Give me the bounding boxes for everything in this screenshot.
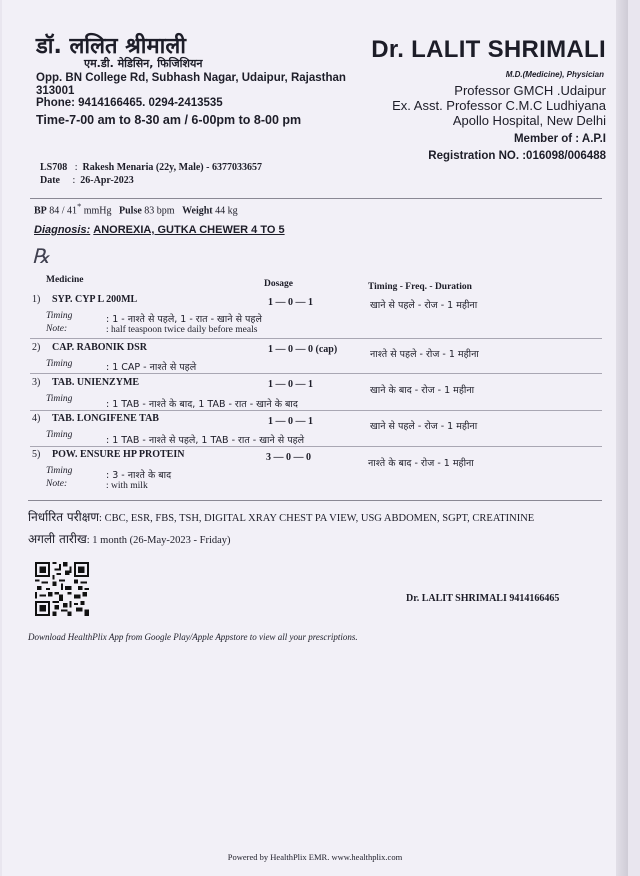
prescribed-tests (28, 508, 534, 525)
row-divider (30, 446, 602, 447)
doctor-name-hindi: डॉ. ललित श्रीमाली (36, 34, 186, 59)
medicine-timing-freq: नाश्ते के बाद - रोज - 1 महीना (368, 458, 474, 469)
membership: Member of : A.P.I (513, 133, 606, 145)
doctor-signature: Dr. LALIT SHRIMALI 9414166465 (406, 593, 560, 604)
medicine-name: CAP. RABONIK DSR (52, 342, 147, 353)
note-label: Note: (46, 479, 68, 489)
clinic-hours: Time-7-00 am to 8-30 am / 6-00pm to 8-00 pm (36, 113, 302, 127)
next-visit (28, 530, 231, 547)
medicine-number: 2) (32, 342, 41, 353)
timing-label: Timing (46, 394, 73, 404)
next-visit-value: : 1 month (26-May-2023 - Friday) (86, 535, 231, 546)
diagnosis (34, 224, 285, 236)
timing-label: Timing (46, 430, 73, 440)
medicine-name: SYP. CYP L 200ML (52, 294, 138, 305)
column-dosage: Dosage (264, 279, 294, 289)
clinic-phone: Phone: 9414166465. 0294-2413535 (36, 97, 223, 109)
timing-detail: : 1 CAP - नाश्ते से पहले (106, 362, 197, 373)
medicine-dosage: 3 — 0 — 0 (266, 452, 311, 463)
medicine-dosage: 1 — 0 — 1 (268, 416, 313, 427)
column-timing: Timing - Freq. - Duration (368, 282, 472, 292)
registration-number: Registration NO. :016098/006488 (428, 150, 606, 162)
row-divider (30, 373, 602, 374)
qr-code-icon (35, 562, 89, 616)
note-label: Note: (46, 324, 68, 334)
medicine-name: TAB. LONGIFENE TAB (52, 413, 159, 424)
row-divider (30, 410, 602, 411)
divider (28, 500, 602, 501)
note-text: : with milk (106, 481, 148, 491)
timing-detail: : 1 TAB - नाश्ते से पहले, 1 TAB - रात - खाने से पहले (106, 435, 305, 446)
next-visit-label: अगली तारीख (28, 532, 87, 546)
medicine-dosage: 1 — 0 — 1 (268, 379, 313, 390)
download-app-link[interactable]: Download HealthPlix App from Google Play/Apple Appstore to view all your prescriptions. (28, 632, 358, 642)
weight-label: Weight (182, 205, 213, 217)
doctor-qualification: M.D.(Medicine), Physician (505, 70, 604, 79)
patient-date-line: Date : 26-Apr-2023 (40, 175, 134, 186)
clinic-address: Opp. BN College Rd, Subhash Nagar, Udaipur, Rajasthan 313001 (36, 72, 346, 97)
diagnosis-value: ANOREXIA, GUTKA CHEWER 4 TO 5 (93, 224, 285, 236)
timing-detail: : 1 - नाश्ते से पहले, 1 - रात - खाने से पहले (106, 314, 262, 325)
medicine-dosage: 1 — 0 — 1 (268, 297, 313, 308)
divider (30, 198, 602, 199)
timing-detail: : 3 - नाश्ते के बाद (106, 470, 172, 481)
prescription-sheet (2, 0, 628, 876)
column-medicine: Medicine (46, 275, 84, 285)
doctor-name: Dr. LALIT SHRIMALI (371, 36, 606, 63)
medicine-timing-freq: खाने के बाद - रोज - 1 महीना (370, 385, 475, 396)
paper-edge (616, 0, 628, 876)
medicine-number: 1) (32, 294, 41, 305)
medicine-name: POW. ENSURE HP PROTEIN (52, 449, 185, 460)
pulse-value: 83 bpm (144, 205, 175, 217)
timing-label: Timing (46, 466, 73, 476)
pulse-label: Pulse (119, 205, 142, 217)
patient-id: LS708 (40, 162, 68, 173)
timing-detail: : 1 TAB - नाश्ते के बाद, 1 TAB - रात - खाने के बाद (106, 399, 298, 410)
patient-id-line: LS708 : Rakesh Menaria (22y, Male) - 6377033657 (40, 162, 262, 173)
row-divider (30, 338, 602, 339)
medicine-timing-freq: खाने से पहले - रोज - 1 महीना (370, 300, 478, 311)
medicine-timing-freq: खाने से पहले - रोज - 1 महीना (370, 421, 478, 432)
vitals: BP 84 / 41* mmHg Pulse 83 bpm Weight 44 kg (34, 202, 238, 217)
qualification-hindi: एम.डी. मेडिसिन, फिजिशियन (84, 57, 203, 70)
medicine-dosage: 1 — 0 — 0 (cap) (268, 344, 338, 355)
weight-value: 44 kg (215, 205, 238, 217)
patient-details: Rakesh Menaria (22y, Male) - 6377033657 (82, 162, 262, 173)
bp-label: BP (34, 205, 47, 217)
tests-label: निर्धारित परीक्षण (28, 510, 100, 524)
medicine-number: 5) (32, 449, 41, 460)
timing-label: Timing (46, 311, 73, 321)
medicine-number: 4) (32, 413, 41, 424)
position-line: Ex. Asst. Professor C.M.C Ludhiyana (392, 98, 606, 113)
position-line: Professor GMCH .Udaipur (454, 83, 606, 98)
medicine-timing-freq: नाश्ते से पहले - रोज - 1 महीना (370, 349, 479, 360)
medicine-number: 3) (32, 377, 41, 388)
diagnosis-label: Diagnosis: (34, 224, 91, 236)
bp-value: 84 / 41 (49, 205, 78, 217)
bp-unit: mmHg (83, 205, 112, 217)
visit-date: 26-Apr-2023 (80, 175, 134, 186)
tests-values: : CBC, ESR, FBS, TSH, DIGITAL XRAY CHEST PA VIEW, USG ABDOMEN, SGPT, CREATININE (99, 513, 535, 524)
note-text: : half teaspoon twice daily before meals (106, 325, 258, 335)
medicine-name: TAB. UNIENZYME (52, 377, 140, 388)
footer: Powered by HealthPlix EMR. www.healthplix.com (227, 852, 403, 862)
position-line: Apollo Hospital, New Delhi (452, 113, 606, 128)
rx-icon: ℞ (32, 246, 50, 268)
date-label: Date (40, 175, 60, 186)
timing-label: Timing (46, 359, 73, 369)
